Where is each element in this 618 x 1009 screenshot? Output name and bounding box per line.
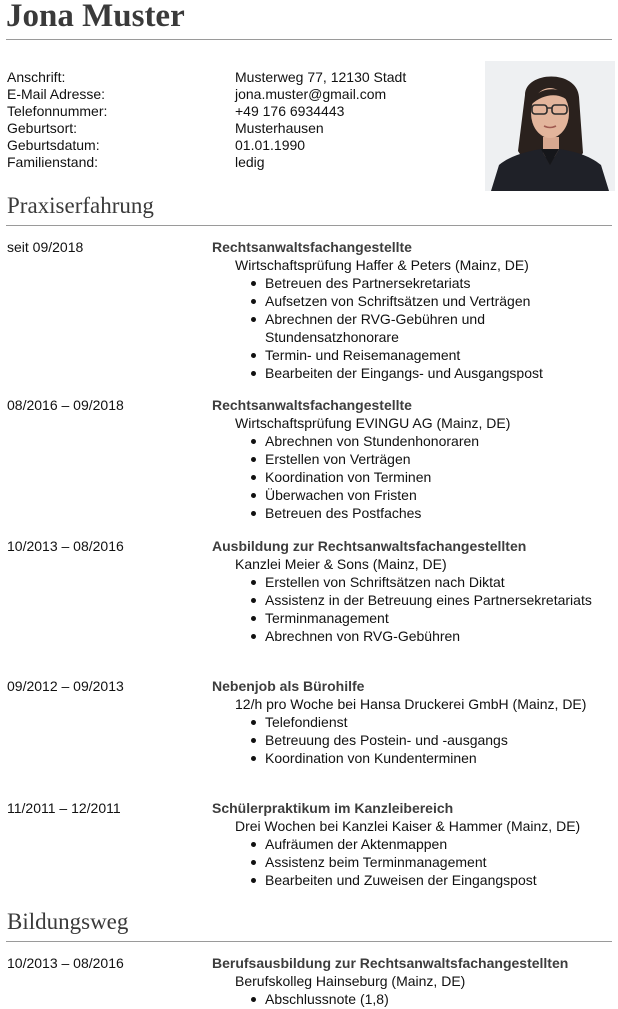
list-item: Überwachen von Fristen bbox=[265, 486, 610, 504]
personal-row-birthdate bbox=[7, 137, 406, 154]
entry-date: 10/2013 – 08/2016 bbox=[7, 955, 124, 971]
personal-row-email bbox=[7, 86, 406, 103]
personal-row-marital-status bbox=[7, 154, 406, 171]
entry-company: Drei Wochen bei Kanzlei Kaiser & Hammer (Mainz, DE) bbox=[235, 818, 581, 834]
entry-date: 10/2013 – 08/2016 bbox=[7, 538, 124, 554]
list-item: Abrechnen von RVG-Gebühren bbox=[265, 627, 610, 645]
entry-date: seit 09/2018 bbox=[7, 239, 84, 255]
marital-status-label: Familienstand: bbox=[7, 154, 99, 170]
list-item: Abschlussnote (1,8) bbox=[265, 990, 610, 1008]
education-divider bbox=[6, 941, 612, 942]
list-item: Erstellen von Schriftsätzen nach Diktat bbox=[265, 573, 610, 591]
profile-photo bbox=[485, 61, 615, 191]
marital-status-value: ledig bbox=[235, 154, 265, 170]
entry-tasks bbox=[265, 990, 610, 1008]
birthdate-label: Geburtsdatum: bbox=[7, 137, 100, 153]
list-item: Abrechnen der RVG-Gebühren und Stundensatzhonorare bbox=[265, 310, 610, 346]
personal-row-phone bbox=[7, 103, 406, 120]
list-item: Bearbeiten und Zuweisen der Eingangspost bbox=[265, 871, 610, 889]
entry-title: Rechtsanwaltsfachangestellte bbox=[212, 397, 412, 413]
entry-title: Rechtsanwaltsfachangestellte bbox=[212, 239, 412, 255]
experience-section-title: Praxiserfahrung bbox=[7, 193, 154, 218]
list-item: Betreuen des Partnersekretariats bbox=[265, 274, 610, 292]
list-item: Koordination von Kundenterminen bbox=[265, 749, 610, 767]
list-item: Assistenz beim Terminmanagement bbox=[265, 853, 610, 871]
entry-date: 09/2012 – 09/2013 bbox=[7, 678, 124, 694]
personal-details bbox=[7, 69, 406, 171]
personal-row-address bbox=[7, 69, 406, 86]
phone-label: Telefonnummer: bbox=[7, 103, 108, 119]
list-item: Aufräumen der Aktenmappen bbox=[265, 835, 610, 853]
entry-company: 12/h pro Woche bei Hansa Druckerei GmbH (Mainz, DE) bbox=[235, 696, 587, 712]
entry-date: 08/2016 – 09/2018 bbox=[7, 397, 124, 413]
list-item: Betreuen des Postfaches bbox=[265, 504, 610, 522]
entry-title: Nebenjob als Bürohilfe bbox=[212, 678, 365, 694]
entry-date: 11/2011 – 12/2011 bbox=[7, 800, 121, 816]
list-item: Abrechnen von Stundenhonoraren bbox=[265, 432, 610, 450]
birthdate-value: 01.01.1990 bbox=[235, 137, 306, 153]
cv-name: Jona Muster bbox=[6, 0, 185, 34]
experience-divider bbox=[6, 225, 612, 226]
entry-tasks bbox=[265, 573, 610, 645]
list-item: Terminmanagement bbox=[265, 609, 610, 627]
list-item: Assistenz in der Betreuung eines Partnersekretariats bbox=[265, 591, 610, 609]
address-value: Musterweg 77, 12130 Stadt bbox=[235, 69, 407, 85]
header-divider bbox=[6, 39, 612, 40]
address-label: Anschrift: bbox=[7, 69, 66, 85]
birthplace-value: Musterhausen bbox=[235, 120, 324, 136]
personal-row-birthplace bbox=[7, 120, 406, 137]
list-item: Betreuung des Postein- und -ausgangs bbox=[265, 731, 610, 749]
entry-title: Ausbildung zur Rechtsanwaltsfachangestellten bbox=[212, 538, 527, 554]
list-item: Bearbeiten der Eingangs- und Ausgangspost bbox=[265, 364, 610, 382]
list-item: Aufsetzen von Schriftsätzen und Verträgen bbox=[265, 292, 610, 310]
entry-company: Kanzlei Meier & Sons (Mainz, DE) bbox=[235, 556, 447, 572]
entry-company: Berufskolleg Hainseburg (Mainz, DE) bbox=[235, 973, 466, 989]
entry-company: Wirtschaftsprüfung Haffer & Peters (Mainz, DE) bbox=[235, 257, 529, 273]
education-section-title: Bildungsweg bbox=[7, 909, 129, 934]
email-label: E-Mail Adresse: bbox=[7, 86, 106, 102]
list-item: Telefondienst bbox=[265, 713, 610, 731]
email-value: jona.muster@gmail.com bbox=[235, 86, 387, 102]
entry-title: Schülerpraktikum im Kanzleibereich bbox=[212, 800, 454, 816]
list-item: Koordination von Terminen bbox=[265, 468, 610, 486]
entry-tasks bbox=[265, 432, 610, 522]
birthplace-label: Geburtsort: bbox=[7, 120, 78, 136]
entry-title: Berufsausbildung zur Rechtsanwaltsfachangestellten bbox=[212, 955, 569, 971]
entry-company: Wirtschaftsprüfung EVINGU AG (Mainz, DE) bbox=[235, 415, 511, 431]
entry-tasks bbox=[265, 835, 610, 889]
phone-value: +49 176 6934443 bbox=[235, 103, 345, 119]
list-item: Erstellen von Verträgen bbox=[265, 450, 610, 468]
portrait-illustration bbox=[485, 61, 615, 191]
entry-tasks bbox=[265, 274, 610, 382]
list-item: Termin- und Reisemanagement bbox=[265, 346, 610, 364]
entry-tasks bbox=[265, 713, 610, 767]
